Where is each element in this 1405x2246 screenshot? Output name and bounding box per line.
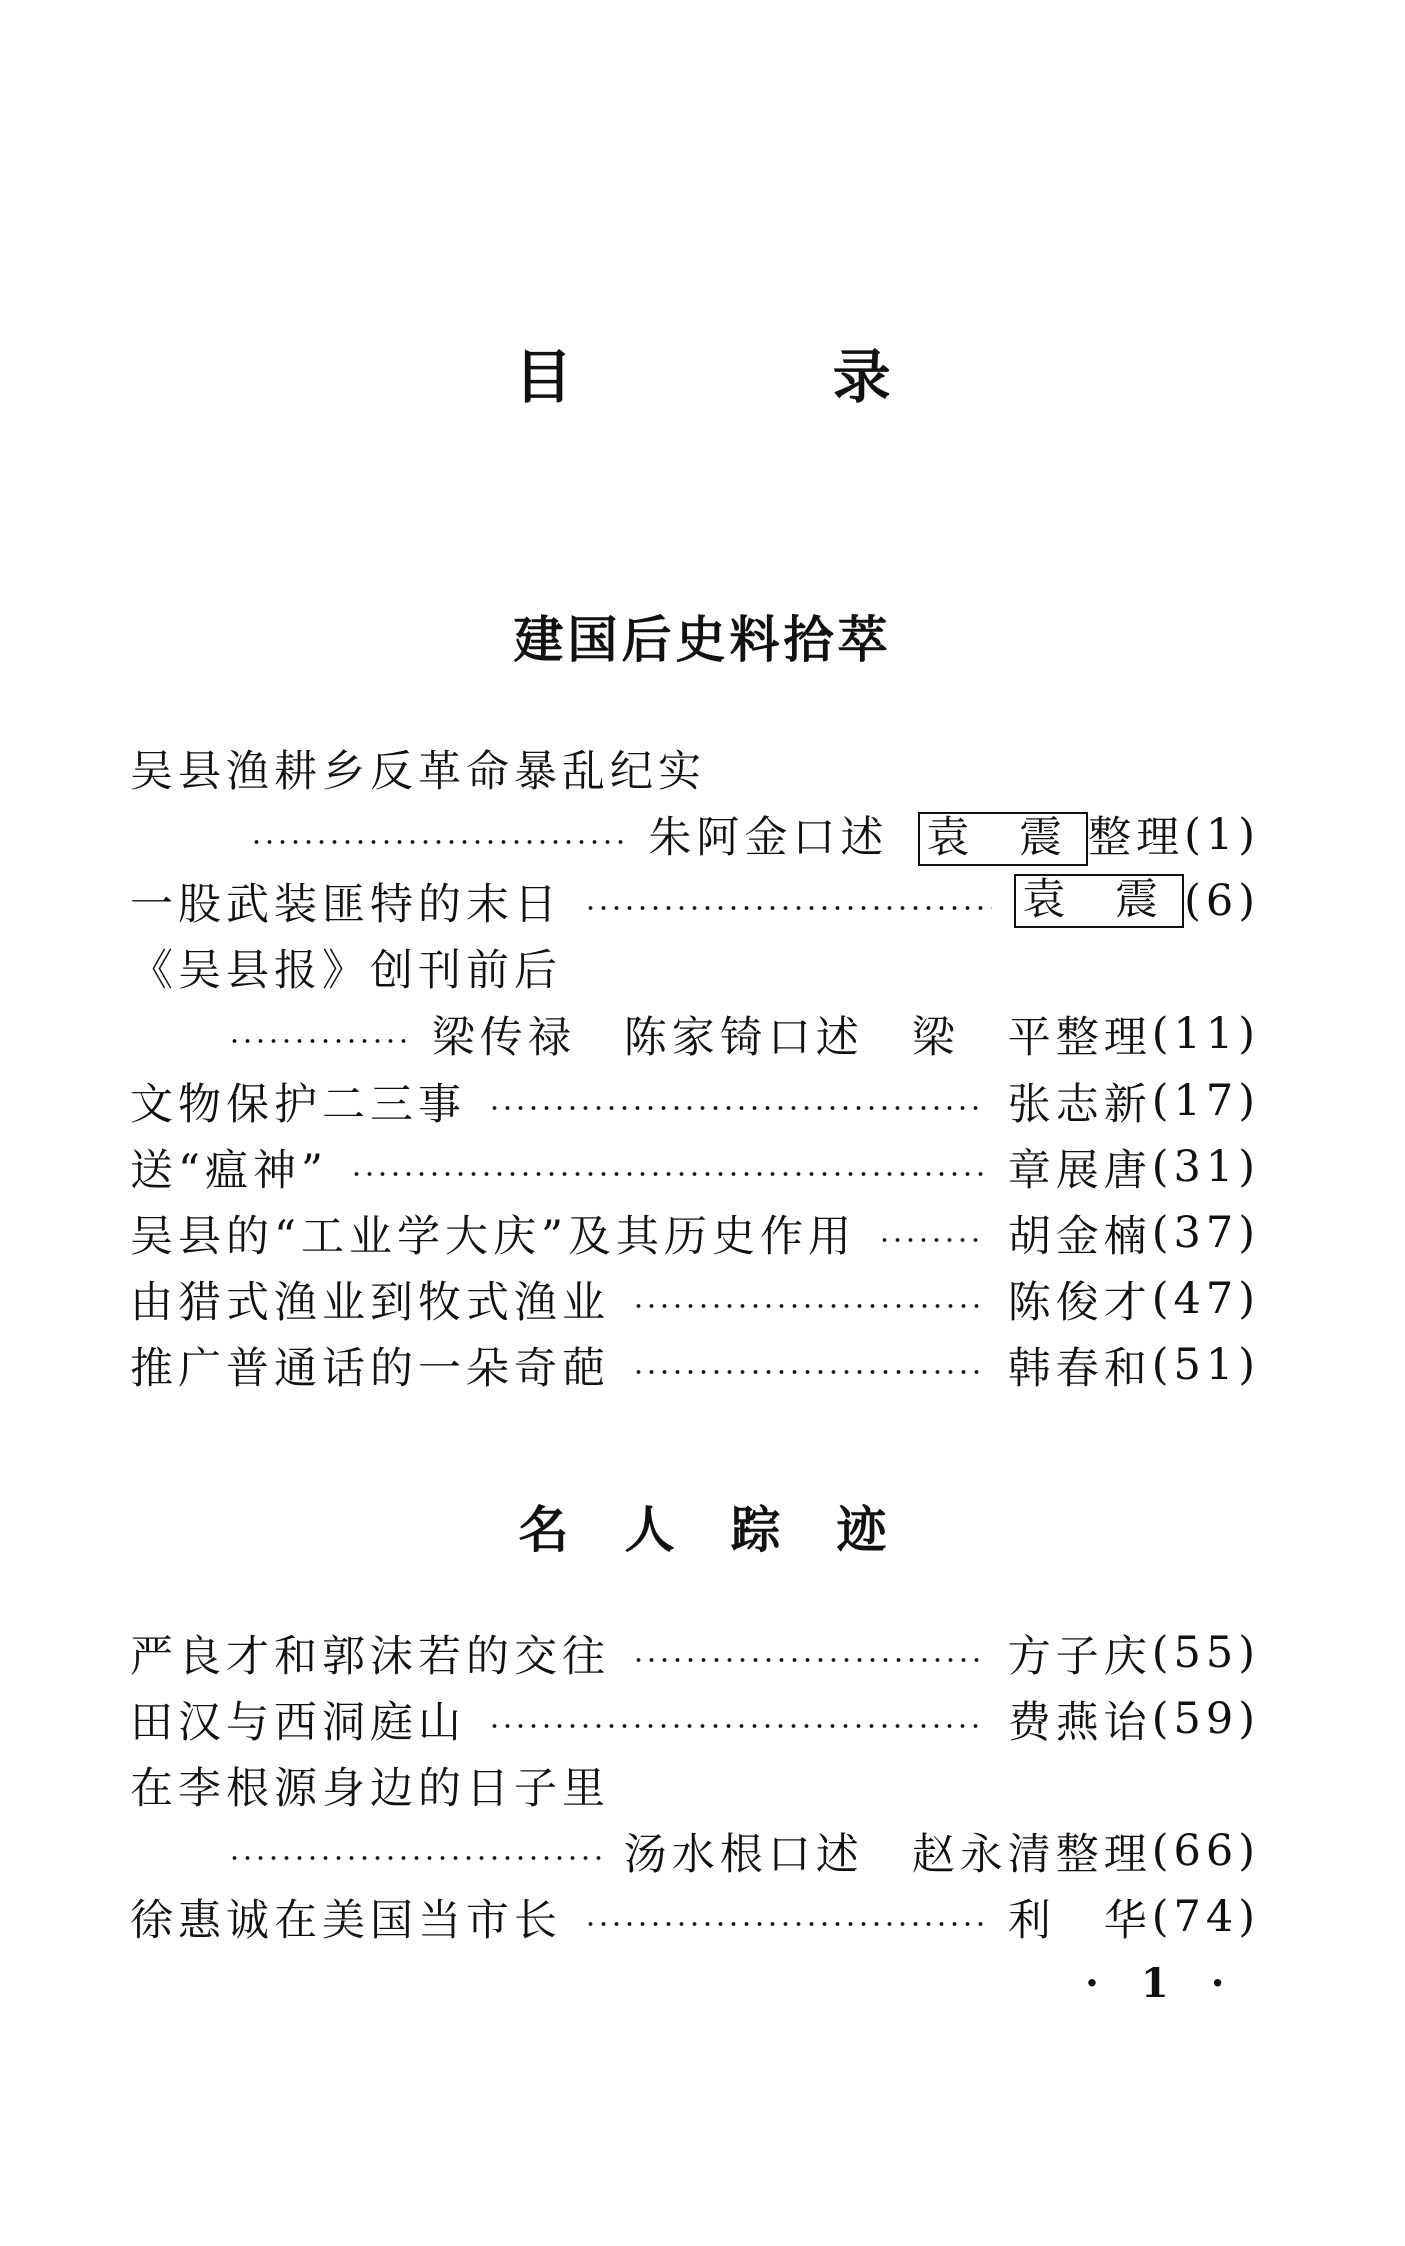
- entry-page: (17): [1151, 1076, 1260, 1126]
- leader-dots: [250, 840, 626, 844]
- entry-title: 田汉与西洞庭山: [130, 1697, 466, 1748]
- toc-entry: [130, 1134, 1260, 1200]
- entry-title: 文物保护二三事: [130, 1079, 466, 1130]
- deceased-name-box: 袁 震: [1014, 874, 1184, 927]
- entry-page: (1): [1184, 810, 1260, 860]
- section-title: 建国后史料拾萃: [513, 611, 892, 669]
- entry-title: 严良才和郭沫若的交往: [130, 1631, 610, 1682]
- page-title: 目 录: [514, 343, 1011, 411]
- entry-author: 韩春和: [1007, 1343, 1152, 1394]
- toc-entry: [130, 1200, 1260, 1266]
- toc-entry: [130, 1686, 1260, 1752]
- entry-author: 汤水根口述 赵永清整理: [623, 1829, 1152, 1880]
- entry-page: (66): [1151, 1826, 1260, 1876]
- entry-title: 《吴县报》创刊前后: [130, 945, 562, 996]
- entry-page: (47): [1151, 1274, 1260, 1324]
- entry-author: 陈俊才: [1007, 1277, 1152, 1328]
- leader-dots: [584, 906, 992, 910]
- leader-dots: [488, 1106, 986, 1110]
- entry-page: (55): [1151, 1628, 1260, 1678]
- entry-title: 吴县的“工业学大庆”及其历史作用: [130, 1211, 856, 1262]
- toc-entry-line: [228, 802, 1260, 868]
- toc-entry: [130, 868, 1260, 934]
- leader-dots: [228, 1856, 602, 1860]
- toc-entry: [130, 1884, 1260, 1950]
- entry-author: 朱阿金口述 袁 震 整理: [648, 804, 1184, 865]
- leader-dots: [228, 1039, 410, 1043]
- entry-page: (59): [1151, 1694, 1260, 1744]
- entry-author: 梁传禄 陈家锜口述 梁 平整理: [431, 1012, 1152, 1063]
- leader-dots: [584, 1922, 986, 1926]
- toc-entry-title: [130, 934, 1260, 1000]
- entry-author: 章展唐: [1007, 1145, 1152, 1196]
- deceased-name-box: 袁 震: [918, 812, 1088, 865]
- entry-title: 推广普通话的一朵奇葩: [130, 1343, 610, 1394]
- entry-title: 一股武装匪特的末日: [130, 879, 562, 930]
- toc-entry-title: [130, 1752, 1260, 1818]
- toc-entry-line: [228, 1001, 1260, 1067]
- entry-author: 方子庆: [1007, 1631, 1152, 1682]
- toc-entry: [130, 1266, 1260, 1332]
- entry-page: (11): [1151, 1009, 1260, 1059]
- section-title: 名人踪迹: [518, 1501, 943, 1559]
- toc-entry-title: [130, 735, 1260, 801]
- leader-dots: [488, 1724, 986, 1728]
- entry-page: (31): [1151, 1142, 1260, 1192]
- leader-dots: [632, 1304, 986, 1308]
- entry-title: 吴县渔耕乡反革命暴乱纪实: [130, 746, 706, 797]
- entry-author: 张志新: [1007, 1079, 1152, 1130]
- entry-title: 在李根源身边的日子里: [130, 1763, 610, 1814]
- leader-dots: [878, 1238, 986, 1242]
- entry-title: 送“瘟神”: [130, 1145, 328, 1196]
- entry-author: 胡金楠: [1007, 1211, 1152, 1262]
- toc-entry: [130, 1068, 1260, 1134]
- page-number: · 1 ·: [1085, 1960, 1239, 2007]
- entry-title: 由猎式渔业到牧式渔业: [130, 1277, 610, 1328]
- entry-author: 利 华: [1007, 1895, 1152, 1946]
- leader-dots: [350, 1172, 986, 1176]
- entry-page: (74): [1151, 1892, 1260, 1942]
- entry-page: (37): [1151, 1208, 1260, 1258]
- leader-dots: [632, 1370, 986, 1374]
- entry-title: 徐惠诚在美国当市长: [130, 1895, 562, 1946]
- entry-author: 费燕诒: [1007, 1697, 1152, 1748]
- toc-entry: [130, 1620, 1260, 1686]
- entry-page: (51): [1151, 1340, 1260, 1390]
- toc-entry-line: [228, 1818, 1260, 1884]
- leader-dots: [632, 1658, 986, 1662]
- toc-entry: [130, 1332, 1260, 1398]
- entry-page: (6): [1184, 876, 1260, 926]
